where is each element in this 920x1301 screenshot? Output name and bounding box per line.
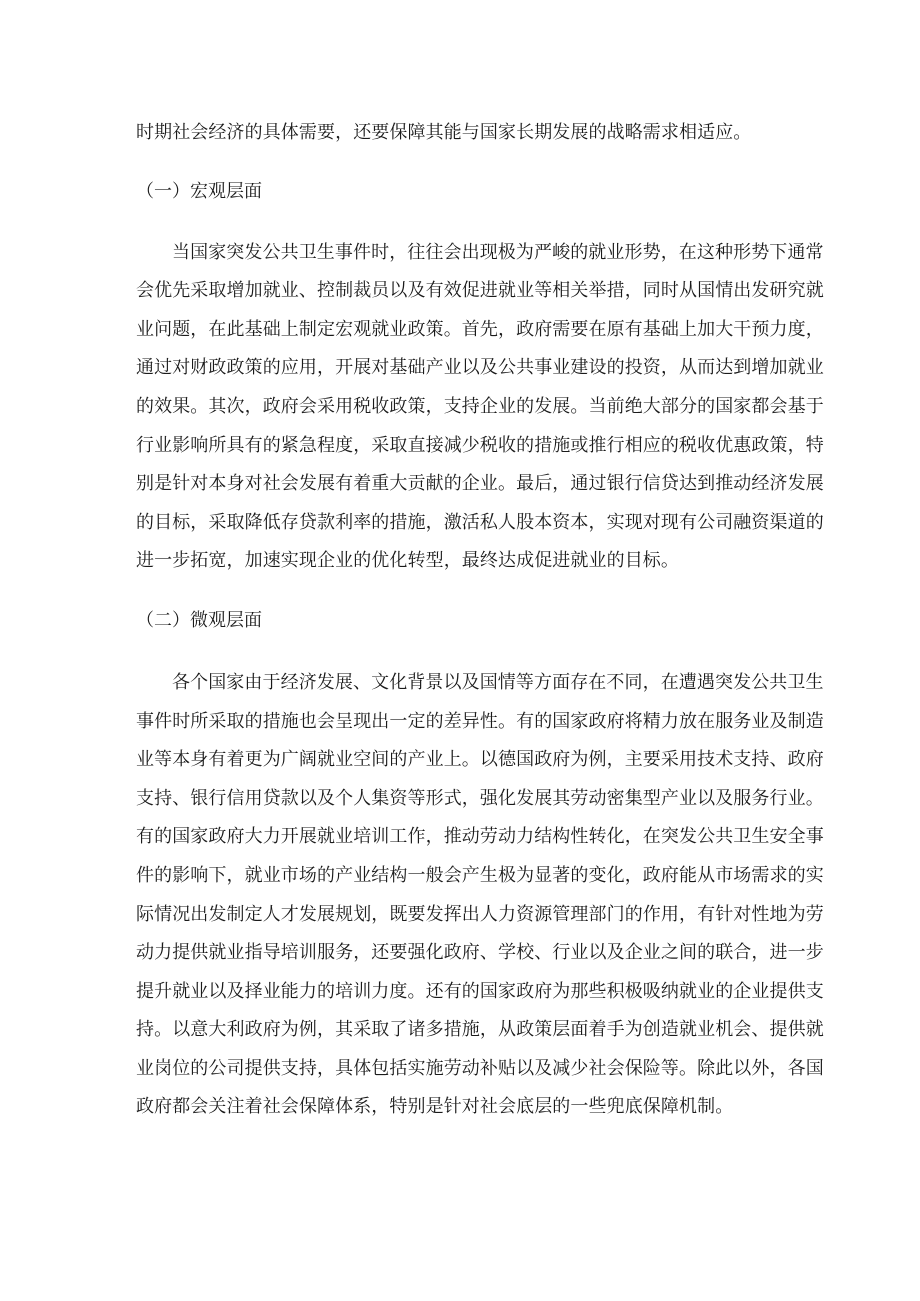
paragraph-line: 有的国家政府大力开展就业培训工作，推动劳动力结构性转化，在突发公共卫生安全事 — [136, 826, 824, 848]
paragraph-line: 业问题，在此基础上制定宏观就业政策。首先，政府需要在原有基础上加大干预力度， — [136, 318, 824, 340]
paragraph-line: 持。以意大利政府为例，其采取了诸多措施，从政策层面着手为创造就业机会、提供就 — [136, 1019, 824, 1041]
paragraph-line: 会优先采取增加就业、控制裁员以及有效促进就业等相关举措，同时从国情出发研究就 — [136, 280, 824, 302]
paragraph-line: 进一步拓宽，加速实现企业的优化转型，最终达成促进就业的目标。 — [136, 550, 679, 572]
paragraph-macro — [136, 234, 824, 581]
paragraph-line: 动力提供就业指导培训服务，还要强化政府、学校、行业以及企业之间的联合，进一步 — [136, 942, 824, 964]
paragraph-line: 提升就业以及择业能力的培训力度。还有的国家政府为那些积极吸纳就业的企业提供支 — [136, 980, 824, 1002]
paragraph-line: 行业影响所具有的紧急程度，采取直接减少税收的措施或推行相应的税收优惠政策，特 — [136, 434, 824, 456]
paragraph-micro — [136, 664, 824, 1127]
paragraph-line: 际情况出发制定人才发展规划，既要发挥出人力资源管理部门的作用，有针对性地为劳 — [136, 903, 824, 925]
paragraph-line: 的效果。其次，政府会采用税收政策，支持企业的发展。当前绝大部分的国家都会基于 — [136, 395, 824, 417]
section-heading-macro: （一）宏观层面 — [136, 180, 262, 202]
paragraph-line: 各个国家由于经济发展、文化背景以及国情等方面存在不同，在遭遇突发公共卫生 — [172, 671, 824, 693]
paragraph-line: 别是针对本身对社会发展有着重大贡献的企业。最后，通过银行信贷达到推动经济发展 — [136, 473, 824, 495]
paragraph-line: 业等本身有着更为广阔就业空间的产业上。以德国政府为例，主要采用技术支持、政府 — [136, 749, 824, 771]
section-heading-micro: （二）微观层面 — [136, 609, 262, 631]
paragraph-line: 件的影响下，就业市场的产业结构一般会产生极为显著的变化，政府能从市场需求的实 — [136, 864, 824, 886]
paragraph-line: 的目标，采取降低存贷款利率的措施，激活私人股本资本，实现对现有公司融资渠道的 — [136, 511, 824, 533]
paragraph-line: 政府都会关注着社会保障体系，特别是针对社会底层的一些兜底保障机制。 — [136, 1096, 734, 1118]
paragraph-line: 业岗位的公司提供支持，具体包括实施劳动补贴以及减少社会保险等。除此以外，各国 — [136, 1057, 824, 1079]
document-page — [136, 114, 824, 1127]
paragraph-line: 支持、银行信用贷款以及个人集资等形式，强化发展其劳动密集型产业以及服务行业。 — [136, 787, 824, 809]
intro-line: 时期社会经济的具体需要，还要保障其能与国家长期发展的战略需求相适应。 — [136, 122, 752, 143]
paragraph-line: 通过对财政政策的应用，开展对基础产业以及公共事业建设的投资，从而达到增加就业 — [136, 357, 824, 379]
paragraph-line: 事件时所采取的措施也会呈现出一定的差异性。有的国家政府将精力放在服务业及制造 — [136, 710, 824, 732]
paragraph-line: 当国家突发公共卫生事件时，往往会出现极为严峻的就业形势，在这种形势下通常 — [172, 241, 824, 263]
